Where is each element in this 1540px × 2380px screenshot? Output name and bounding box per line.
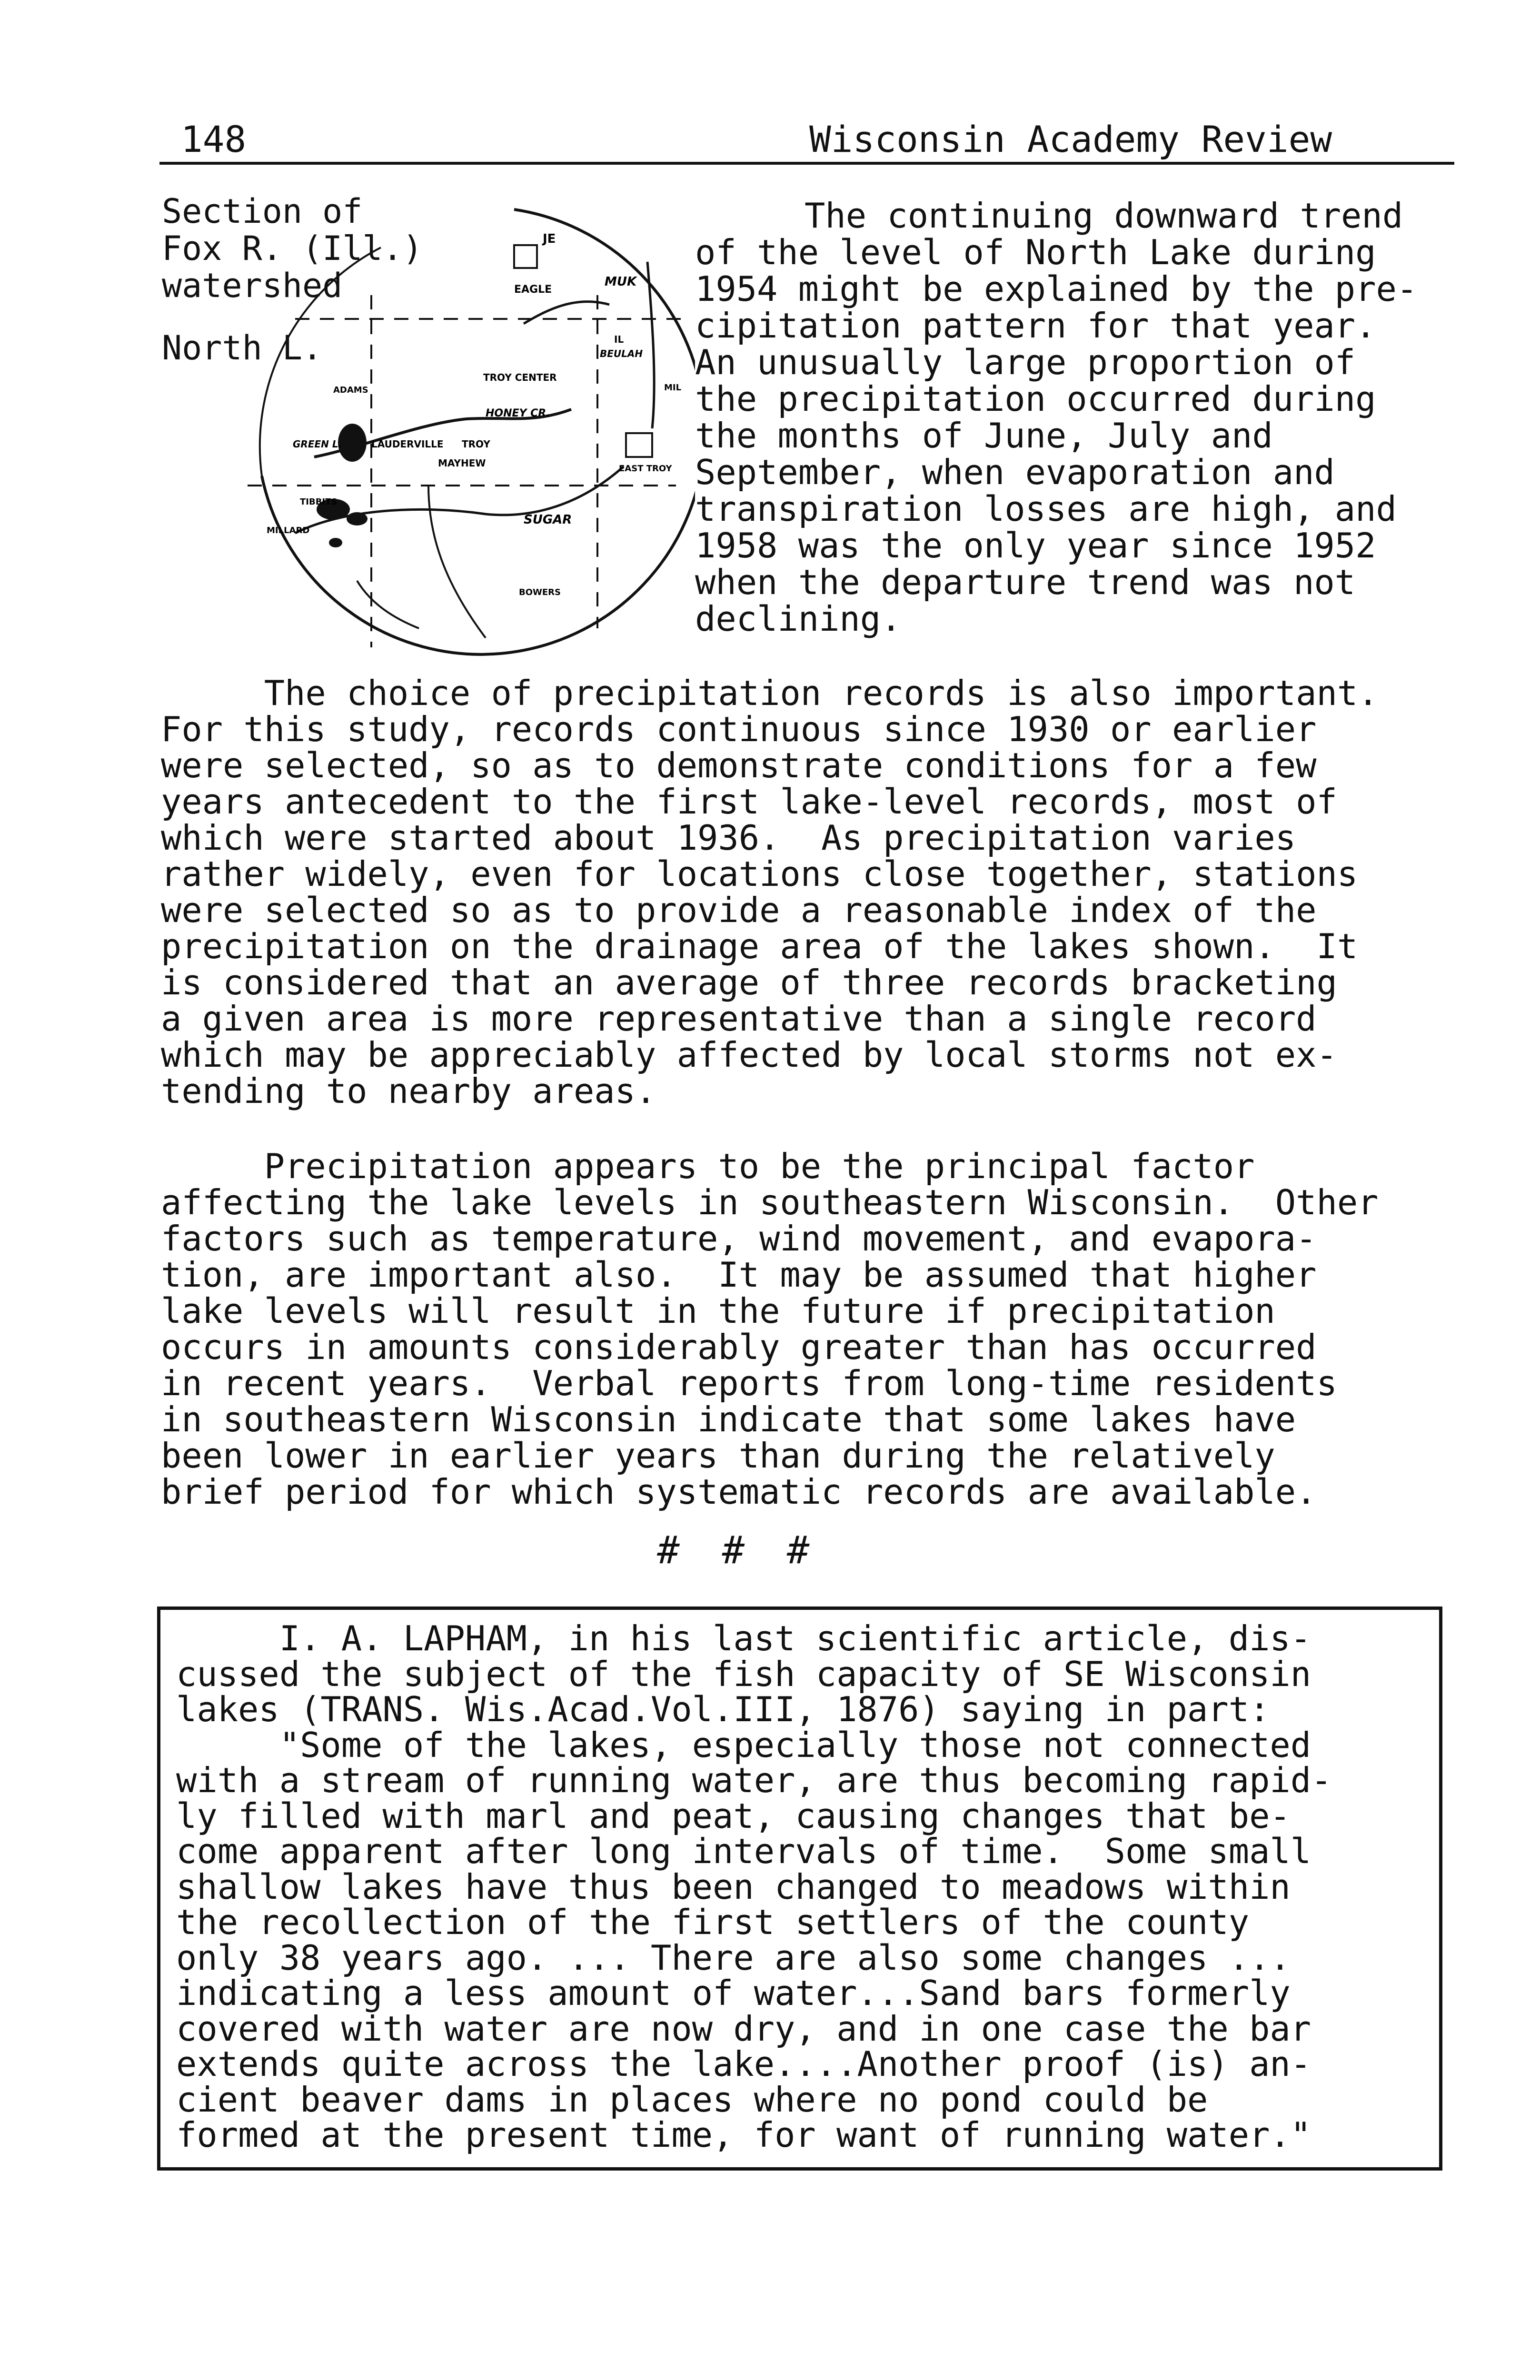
text-line: The continuing downward trend [805, 196, 1403, 236]
map-label-je: JE [543, 232, 556, 246]
text-line: ly filled with marl and peat, causing changes that be- [176, 1795, 1291, 1836]
text-line: were selected, so as to demonstrate conditions for a few [161, 745, 1317, 785]
map-label-beulah: BEULAH [600, 348, 643, 359]
text-line: which were started about 1936. As precipitation varies [161, 818, 1296, 858]
text-line: cipitation pattern for that year. [695, 306, 1376, 346]
map-label-tibbits: TIBBITS [300, 497, 338, 507]
text-line: which may be appreciably affected by local storms not ex- [161, 1035, 1337, 1075]
text-line: the precipitation occurred during [695, 379, 1376, 419]
text-line: covered with water are now dry, and in one case the bar [176, 2008, 1311, 2049]
text-line: For this study, records continuous since 1930 or earlier [161, 709, 1317, 749]
map-label-millard: MILLARD [267, 526, 310, 536]
map-label-green-l: GREEN L. [293, 438, 342, 450]
text-line: the months of June, July and [695, 416, 1273, 456]
map-caption-line: Section of [162, 192, 363, 231]
text-line: in recent years. Verbal reports from long-time residents [161, 1363, 1337, 1403]
text-line: in southeastern Wisconsin indicate that some lakes have [161, 1399, 1296, 1439]
map-label-mil: MIL [664, 383, 682, 393]
text-line: occurs in amounts considerably greater than has occurred [161, 1327, 1317, 1367]
text-line: of the level of North Lake during [695, 232, 1376, 272]
watershed-map [238, 200, 695, 657]
text-line: is considered that an average of three records bracketing [161, 962, 1337, 1002]
header-rule [159, 162, 1454, 165]
paragraph-principal-factor [161, 1148, 1379, 1510]
map-label-il: IL [614, 334, 624, 345]
text-line: precipitation on the drainage area of the lakes shown. It [161, 926, 1358, 966]
text-line: tion, are important also. It may be assumed that higher [161, 1255, 1317, 1295]
page-number: 148 [181, 118, 247, 160]
map-caption-line: Fox R. (Ill.) [162, 229, 423, 268]
text-line: when the departure trend was not [695, 562, 1356, 602]
text-line: An unusually large proportion of [695, 342, 1356, 382]
lapham-quote-text [176, 1618, 1332, 2155]
text-line: extends quite across the lake....Another proof (is) an- [176, 2044, 1311, 2084]
map-caption-line: watershed [162, 266, 343, 305]
journal-title: Wisconsin Academy Review [809, 118, 1332, 160]
text-line: The choice of precipitation records is also important. [161, 673, 1379, 713]
text-line: shallow lakes have thus been changed to meadows within [176, 1866, 1291, 1907]
text-line: lakes (TRANS. Wis.Acad.Vol.III, 1876) saying in part: [176, 1689, 1270, 1729]
map-label-sugar: SUGAR [524, 513, 572, 527]
map-label-troy-center: TROY CENTER [483, 372, 557, 383]
map-label-lauderville: LAUDERVILLE [371, 438, 444, 450]
text-line: I. A. LAPHAM, in his last scientific article, dis- [176, 1618, 1311, 1658]
text-line: years antecedent to the first lake-level records, most of [161, 782, 1337, 822]
text-line: were selected so as to provide a reasonable index of the [161, 890, 1317, 930]
text-line: the recollection of the first settlers of the county [176, 1902, 1250, 1942]
text-line: "Some of the lakes, especially those not connected [176, 1725, 1311, 1765]
map-label-east-troy: EAST TROY [619, 464, 672, 474]
text-line: tending to nearby areas. [161, 1071, 656, 1111]
map-label-bowers: BOWERS [519, 587, 561, 597]
text-line: been lower in earlier years than during the relatively [161, 1436, 1275, 1476]
text-line: indicating a less amount of water...Sand bars formerly [176, 1973, 1291, 2013]
text-line: lake levels will result in the future if precipitation [161, 1291, 1275, 1331]
text-line: brief period for which systematic records are available. [161, 1472, 1317, 1512]
text-line: declining. [695, 599, 902, 639]
text-line: a given area is more representative than a single record [161, 999, 1317, 1039]
text-line: rather widely, even for locations close together, stations [161, 854, 1358, 894]
text-line: formed at the present time, for want of running water." [176, 2115, 1311, 2155]
text-line: factors such as temperature, wind movement, and evapora- [161, 1219, 1317, 1259]
text-line: 1958 was the only year since 1952 [695, 526, 1376, 565]
text-line: September, when evaporation and [695, 452, 1335, 492]
map-label-mayhew: MAYHEW [438, 457, 486, 469]
text-line: transpiration losses are high, and [695, 489, 1397, 529]
text-line: affecting the lake levels in southeastern Wisconsin. Other [161, 1182, 1379, 1222]
section-separator: # # # [657, 1528, 819, 1572]
text-line: 1954 might be explained by the pre- [695, 269, 1418, 309]
text-line: with a stream of running water, are thus becoming rapid- [176, 1760, 1332, 1800]
text-line: only 38 years ago. ... There are also some changes ... [176, 1937, 1291, 1978]
paragraph-precipitation-records [161, 675, 1379, 1109]
map-label-eagle: EAGLE [514, 284, 552, 296]
map-label-adams: ADAMS [333, 385, 368, 395]
text-line: come apparent after long intervals of time. Some small [176, 1831, 1311, 1871]
text-line: cussed the subject of the fish capacity of SE Wisconsin [176, 1654, 1311, 1694]
north-lake-label: North L. [162, 328, 323, 367]
text-line: cient beaver dams in places where no pond could be [176, 2079, 1208, 2120]
map-label-muk: MUK [605, 275, 637, 289]
map-label-honey-cr: HONEY CR. [486, 407, 550, 419]
map-label-troy: TROY [462, 438, 490, 450]
text-line: Precipitation appears to be the principal factor [161, 1146, 1255, 1186]
intro-paragraph [695, 198, 1417, 637]
